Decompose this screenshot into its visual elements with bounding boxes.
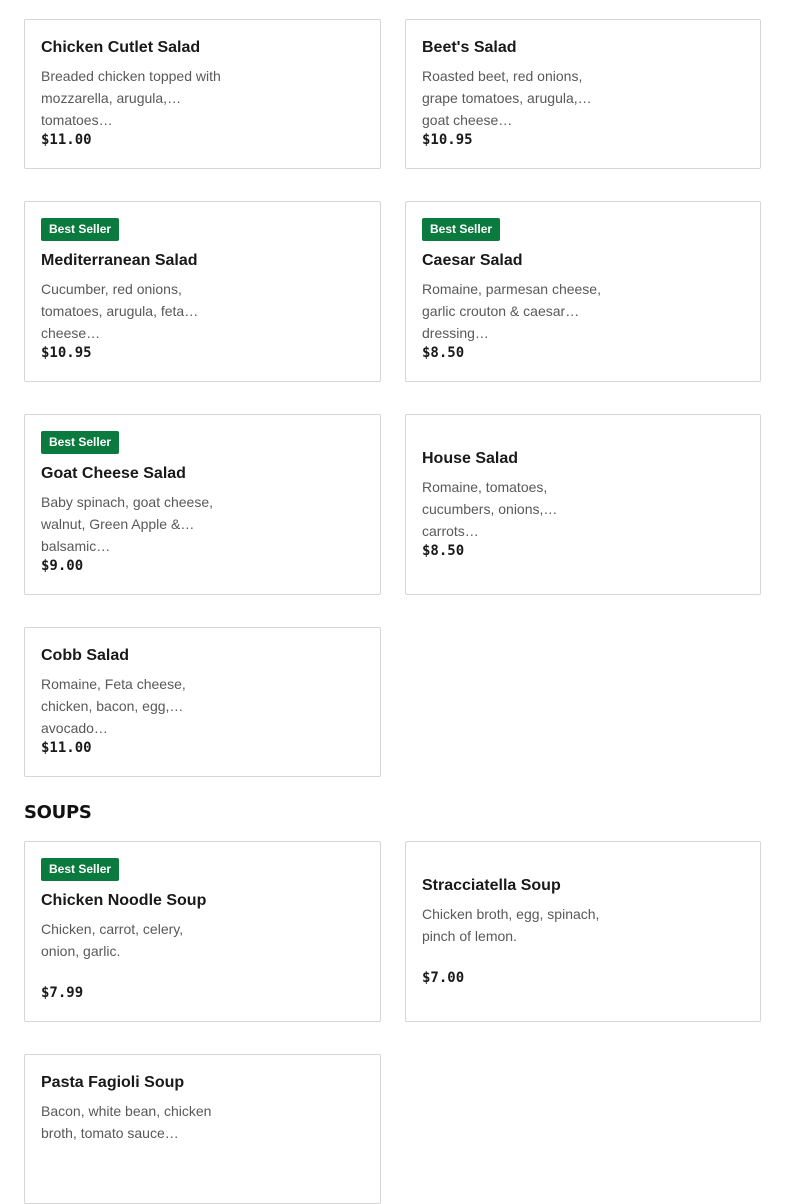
item-name: Beet's Salad [422, 39, 517, 56]
item-price: $10.95 [41, 345, 92, 361]
item-description: Bacon, white bean, chicken broth, tomato sauce… [41, 1103, 212, 1141]
item-name: Mediterranean Salad [41, 252, 198, 269]
item-name: Cobb Salad [41, 647, 130, 664]
item-description: Romaine, tomatoes, cucumbers, onions, carrots… [422, 479, 548, 539]
item-name: House Salad [422, 450, 519, 467]
menu-item-card[interactable] [24, 627, 381, 777]
menu-item-card[interactable] [405, 201, 761, 382]
menu-item-card[interactable] [24, 201, 381, 382]
item-price: $7.99 [41, 985, 84, 1001]
item-description: Breaded chicken topped with mozzarella, arugula, tomatoes… [41, 68, 221, 128]
best-seller-badge: Best Seller [41, 431, 119, 454]
menu-item-card[interactable] [24, 841, 381, 1022]
item-description: Chicken, carrot, celery, onion, garlic. [41, 921, 184, 959]
item-description: Chicken broth, egg, spinach, pinch of lemon. [422, 906, 600, 944]
item-price: $10.95 [422, 132, 473, 148]
item-name: Caesar Salad [422, 252, 523, 269]
section-heading-soups: SOUPS [24, 802, 92, 823]
menu-item-card[interactable] [24, 19, 381, 169]
item-name: Chicken Cutlet Salad [41, 39, 201, 56]
menu-item-card[interactable] [24, 1054, 381, 1204]
item-description: Roasted beet, red onions, grape tomatoes, arugula, goat cheese… [422, 68, 583, 128]
menu-item-card[interactable] [24, 414, 381, 595]
item-price: $7.00 [422, 970, 465, 986]
best-seller-badge: Best Seller [41, 218, 119, 241]
item-description: Cucumber, red onions, tomatoes, arugula, feta cheese… [41, 281, 185, 341]
item-price: $8.50 [422, 543, 465, 559]
item-name: Stracciatella Soup [422, 877, 561, 894]
item-description: Baby spinach, goat cheese, walnut, Green Apple & balsamic… [41, 494, 214, 554]
item-description: Romaine, parmesan cheese, garlic crouton & caesar dressing… [422, 281, 601, 341]
best-seller-badge: Best Seller [422, 218, 500, 241]
item-price: $8.50 [422, 345, 465, 361]
menu-item-card[interactable] [405, 841, 761, 1022]
menu-item-card[interactable] [405, 414, 761, 595]
item-price: $11.00 [41, 132, 92, 148]
item-name: Pasta Fagioli Soup [41, 1074, 185, 1091]
item-price: $9.00 [41, 558, 84, 574]
menu-item-card[interactable] [405, 19, 761, 169]
item-name: Goat Cheese Salad [41, 465, 186, 482]
item-name: Chicken Noodle Soup [41, 892, 207, 909]
item-price: $11.00 [41, 740, 92, 756]
item-description: Romaine, Feta cheese, chicken, bacon, egg, avocado… [41, 676, 186, 736]
best-seller-badge: Best Seller [41, 858, 119, 881]
